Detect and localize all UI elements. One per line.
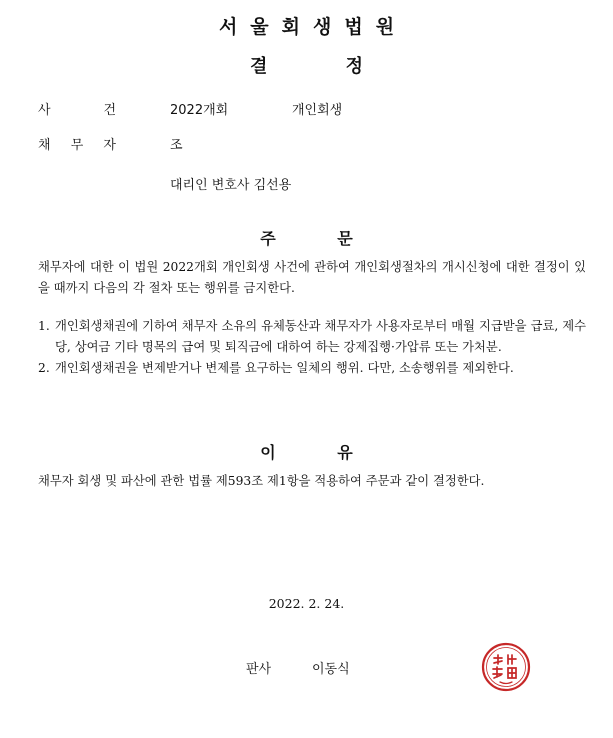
order-item-number: 1. xyxy=(38,319,50,333)
case-name: 개인회생 xyxy=(292,103,343,118)
debtor-name: 조 xyxy=(170,138,183,153)
debtor-agent: 대리인 변호사 김선용 xyxy=(170,178,292,193)
case-label: 사 건 xyxy=(38,103,116,118)
order-heading: 주 문 xyxy=(260,229,353,248)
decision-date: 2022. 2. 24. xyxy=(268,596,345,611)
case-number: 2022개회 xyxy=(170,103,229,118)
judge-name: 이동식 xyxy=(312,662,350,677)
order-item xyxy=(38,358,586,379)
order-item-text: 개인회생채권에 기하여 채무자 소유의 유체동산과 채무자가 사용자로부터 매월 지급받을 급료, 제수당, 상여금 기타 명목의 급여 및 퇴직금에 대하여 하는 강제집행·가압류 또는 가처분. xyxy=(55,319,586,354)
court-name: 서울회생법원 xyxy=(218,16,408,38)
order-body: 채무자에 대한 이 법원 2022개회 개인회생 사건에 관하여 개인회생절차의 개시신청에 대한 결정이 있을 때까지 다음의 각 절차 또는 행위를 금지한다. xyxy=(38,260,586,295)
order-item-list xyxy=(38,316,586,379)
order-item-number: 2. xyxy=(38,361,50,375)
reason-heading: 이 유 xyxy=(260,443,353,462)
order-item xyxy=(38,316,586,358)
order-item-text: 개인회생채권을 변제받거나 변제를 요구하는 일체의 행위. 다만, 소송행위를 제외한다. xyxy=(55,361,514,375)
reason-body: 채무자 회생 및 파산에 관한 법률 제593조 제1항을 적용하여 주문과 같이 결정한다. xyxy=(38,474,485,488)
judge-seal-stamp xyxy=(480,641,532,693)
document-title: 결 정 xyxy=(249,56,364,77)
judge-title: 판사 xyxy=(246,662,272,677)
debtor-label: 채 무 자 xyxy=(38,138,116,153)
